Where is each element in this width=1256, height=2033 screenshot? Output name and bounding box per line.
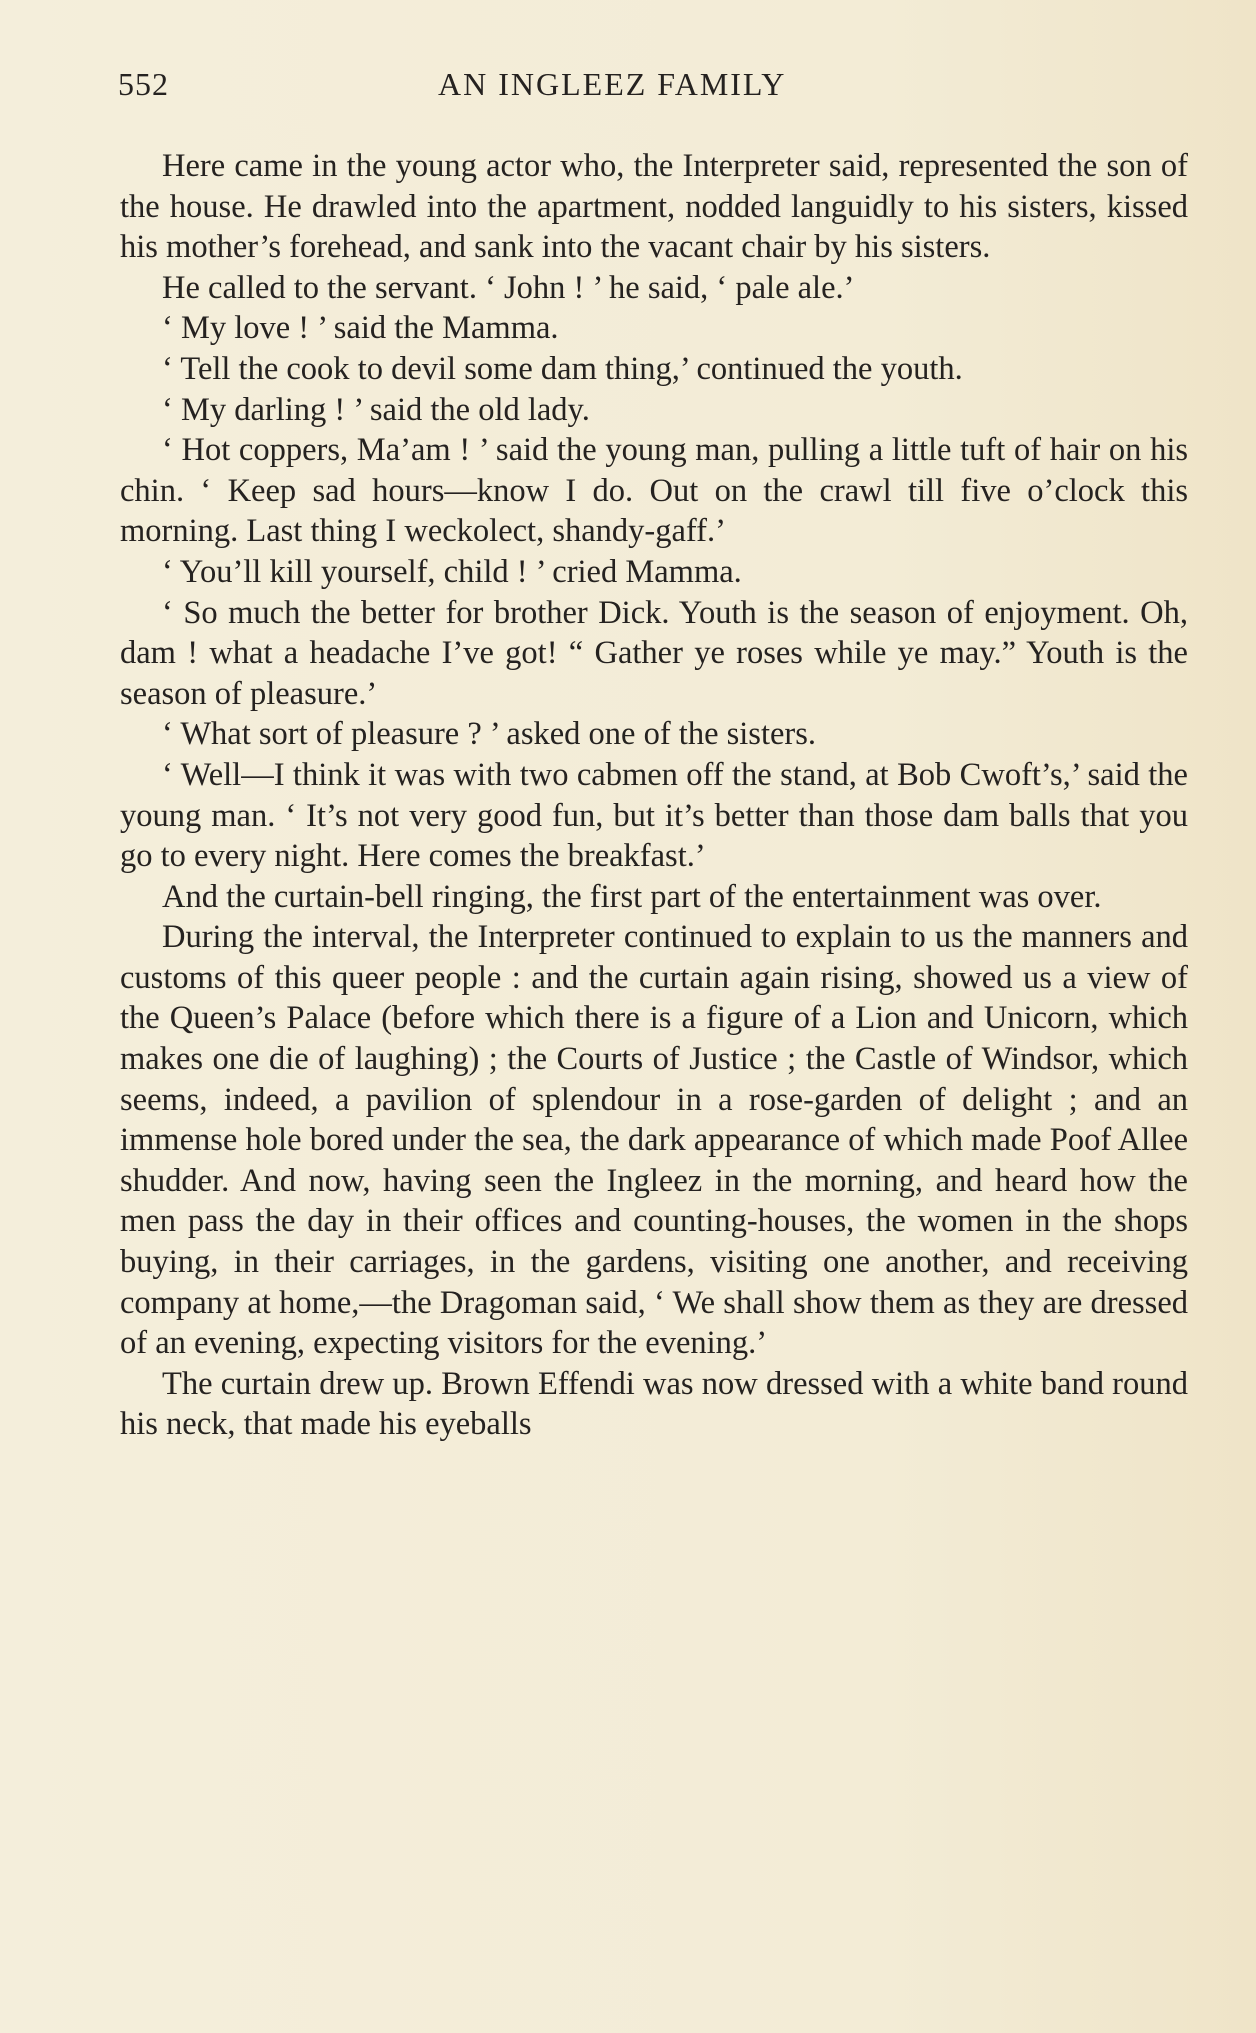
- paragraph: And the curtain-bell ringing, the first part of the entertainment was over.: [162, 878, 1102, 915]
- paragraph: The curtain drew up. Brown Effendi was now dressed with a white band round his neck, that made his eyeballs: [120, 1365, 1188, 1443]
- paragraph: ‘ Well—I think it was with two cabmen off the stand, at Bob Cwoft’s,’ said the young man. ‘ It’s not very good fun, but it’s better than those dam balls that you go to every night. Here comes the breakfast.’: [120, 756, 1188, 875]
- paragraph: ‘ My love ! ’ said the Mamma.: [162, 310, 559, 347]
- paragraph: ‘ What sort of pleasure ? ’ asked one of the sisters.: [162, 716, 816, 753]
- paragraph: ‘ You’ll kill yourself, child ! ’ cried Mamma.: [162, 553, 742, 590]
- body-text: [120, 146, 1188, 1445]
- running-head: AN INGLEEZ FAMILY: [438, 66, 787, 102]
- page-number: 552: [118, 66, 169, 102]
- paragraph: During the interval, the Interpreter continued to explain to us the manners and customs of this queer people : and the curtain again rising, showed us a view of the Queen’s Palace (before which there is a figure of a Lion and Unicorn, which makes one die of laughing) ; the Courts of Justice ; the Castle of Windsor, which seems, indeed, a pavilion of splendour in a rose-garden of delight ; and an immense hole bored under the sea, the dark appearance of which made Poof Allee shudder. And now, having seen the Ingleez in the morning, and heard how the men pass the day in their offices and counting-houses, the women in the shops buying, in their carriages, in the gardens, visiting one another, and receiving company at home,—the Dragoman said, ‘ We shall show them as they are dressed of an evening, expecting visitors for the evening.’: [120, 919, 1188, 1362]
- page-header: [118, 66, 1208, 116]
- paragraph: ‘ Tell the cook to devil some dam thing,’ continued the youth.: [162, 350, 963, 387]
- paragraph: He called to the servant. ‘ John ! ’ he said, ‘ pale ale.’: [162, 269, 855, 306]
- paragraph: Here came in the young actor who, the Interpreter said, represented the son of the house. He drawled into the apartment, nodded languidly to his sisters, kissed his mother’s forehead, and sank into the vacant chair by his sisters.: [120, 148, 1188, 266]
- paragraph: ‘ My darling ! ’ said the old lady.: [162, 391, 590, 428]
- paragraph: ‘ So much the better for brother Dick. Youth is the season of enjoyment. Oh, dam ! what a headache I’ve got! “ Gather ye roses while ye may.” Youth is the season of pleasure.’: [120, 594, 1188, 712]
- paragraph: ‘ Hot coppers, Ma’am ! ’ said the young man, pulling a little tuft of hair on his chin. ‘ Keep sad hours—know I do. Out on the crawl till five o’clock this morning. Last thing I weckolect, shandy-gaff.’: [120, 432, 1188, 550]
